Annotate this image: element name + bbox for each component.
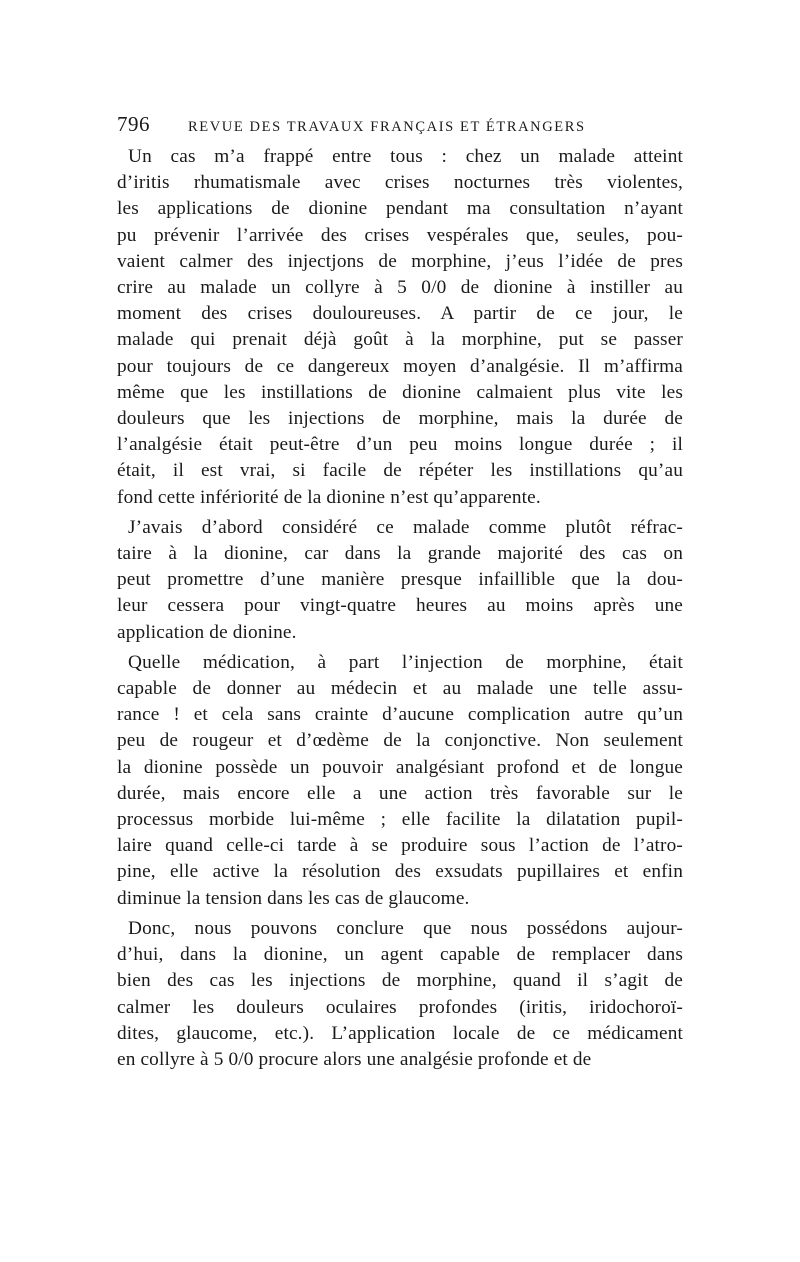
text-line: fond cette infériorité de la dionine n’est qu’apparente.	[117, 486, 541, 508]
text-line: durée, mais encore elle a une action très favorable sur le	[117, 782, 683, 804]
text-line: leur cessera pour vingt-quatre heures au moins après une	[117, 595, 683, 617]
text-line: processus morbide lui-même ; elle facilite la dilatation pupil-	[117, 809, 683, 831]
text-line: Donc, nous pouvons conclure que nous possédons aujour-	[128, 917, 683, 939]
text-line: taire à la dionine, car dans la grande majorité des cas on	[117, 543, 683, 565]
book-page	[117, 112, 683, 1077]
journal-title: REVUE DES TRAVAUX FRANÇAIS ET ÉTRANGERS	[188, 119, 586, 135]
text-line: Un cas m’a frappé entre tous : chez un malade atteint	[128, 146, 683, 167]
text-line: peut promettre d’une manière presque infaillible que la dou-	[117, 569, 683, 591]
text-line: rance ! et cela sans crainte d’aucune complication autre qu’un	[117, 704, 683, 726]
text-line: même que les instillations de dionine calmaient plus vite les	[117, 381, 683, 403]
text-line: d’hui, dans la dionine, un agent capable de remplacer dans	[117, 944, 683, 966]
text-line: d’iritis rhumatismale avec crises nocturnes très violentes,	[117, 172, 683, 194]
text-line: pine, elle active la résolution des exsudats pupillaires et enfin	[117, 861, 683, 883]
text-line: pour toujours de ce dangereux moyen d’analgésie. Il m’affirma	[117, 355, 683, 377]
text-line: vaient calmer des injectjons de morphine, j’eus l’idée de pres	[117, 250, 683, 272]
text-line: application de dionine.	[117, 621, 297, 643]
text-line: l’analgésie était peut-être d’un peu moins longue durée ; il	[117, 434, 683, 456]
text-line: bien des cas les injections de morphine, quand il s’agit de	[117, 970, 683, 992]
text-line: laire quand celle-ci tarde à se produire sous l’action de l’atro-	[117, 835, 683, 857]
text-line: était, il est vrai, si facile de répéter les instillations qu’au	[117, 460, 683, 482]
body-text	[117, 144, 683, 1073]
text-line: la dionine possède un pouvoir analgésiant profond et de longue	[117, 756, 683, 778]
paragraph	[117, 916, 683, 1073]
text-line: capable de donner au médecin et au malade une telle assu-	[117, 678, 683, 700]
page-number: 796	[117, 112, 150, 136]
text-line: dites, glaucome, etc.). L’application locale de ce médicament	[117, 1022, 683, 1044]
running-head	[117, 112, 683, 142]
text-line: diminue la tension dans les cas de glaucome.	[117, 887, 470, 909]
paragraph	[117, 650, 683, 912]
text-line: Quelle médication, à part l’injection de morphine, était	[128, 651, 683, 673]
text-line: les applications de dionine pendant ma consultation n’ayant	[117, 198, 683, 220]
text-line: J’avais d’abord considéré ce malade comme plutôt réfrac-	[128, 516, 683, 538]
paragraph	[117, 515, 683, 646]
paragraph	[117, 144, 683, 511]
text-line: peu de rougeur et d’œdème de la conjonctive. Non seulement	[117, 730, 683, 752]
text-line: douleurs que les injections de morphine, mais la durée de	[117, 408, 683, 430]
text-line: malade qui prenait déjà goût à la morphine, put se passer	[117, 329, 683, 351]
text-line: en collyre à 5 0/0 procure alors une analgésie profonde et de	[117, 1048, 592, 1070]
text-line: moment des crises douloureuses. A partir de ce jour, le	[117, 303, 683, 325]
text-line: calmer les douleurs oculaires profondes (iritis, iridochoroï-	[117, 996, 683, 1018]
text-line: crire au malade un collyre à 5 0/0 de dionine à instiller au	[117, 277, 683, 299]
text-line: pu prévenir l’arrivée des crises vespérales que, seules, pou-	[117, 224, 683, 246]
